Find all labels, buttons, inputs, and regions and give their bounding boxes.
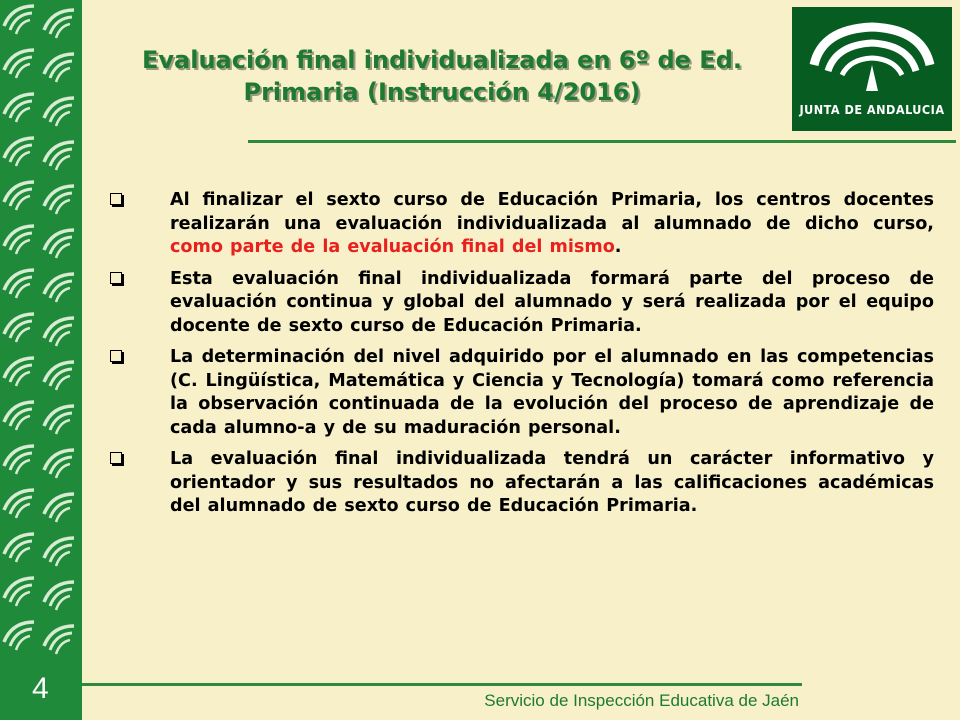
- title-divider: [248, 140, 956, 143]
- bullet-text-highlight: como parte de la evaluación final del mismo: [170, 237, 615, 257]
- decorative-side-band: [0, 0, 82, 720]
- bullet-text: [170, 189, 934, 260]
- logo-text: JUNTA DE ANDALUCIA: [799, 102, 945, 117]
- bullet-text-plain: Al finalizar el sexto curso de Educación Primaria, los centros docentes realizarán una evaluación individualizada al alumnado de dicho curso,: [170, 190, 934, 234]
- bullet-text: La determinación del nivel adquirido por el alumnado en las competencias (C. Lingüística, Matemática y Ciencia y Tecnología) tomará como referencia la observación continuada de la evolución del proceso de aprendizaje de cada alumno-a y de su maduración personal.: [170, 347, 934, 438]
- bullet-list: [104, 189, 934, 527]
- slide-title: [92, 44, 792, 108]
- page-number: 4: [32, 672, 49, 705]
- slide-title-line-1: Evaluación final individualizada en 6º de Ed.: [142, 46, 742, 74]
- bullet-item: [104, 448, 934, 519]
- slide-title-line-2: Primaria (Instrucción 4/2016): [243, 78, 641, 106]
- bullet-text-end: .: [614, 237, 622, 257]
- checkbox-bullet-icon: [110, 193, 122, 205]
- bullet-item: [104, 268, 934, 339]
- checkbox-bullet-icon: [110, 272, 122, 284]
- bullet-text: Esta evaluación final individualizada formará parte del proceso de evaluación continua y global del alumnado y será realizada por el equipo docente de sexto curso de Educación Primaria.: [170, 268, 934, 336]
- emblem-pattern: [0, 0, 82, 720]
- checkbox-bullet-icon: [110, 452, 122, 464]
- footer-text: Servicio de Inspección Educativa de Jaén: [484, 691, 799, 710]
- bullet-item: [104, 346, 934, 440]
- footer-divider: [82, 683, 802, 686]
- bullet-text: La evaluación final individualizada tendrá un carácter informativo y orientador y sus resultados no afectarán a las calificaciones académicas del alumnado de sexto curso de Educación Primaria.: [170, 449, 934, 516]
- checkbox-bullet-icon: [110, 350, 122, 362]
- bullet-item: [104, 189, 934, 260]
- junta-andalucia-logo: [792, 7, 952, 131]
